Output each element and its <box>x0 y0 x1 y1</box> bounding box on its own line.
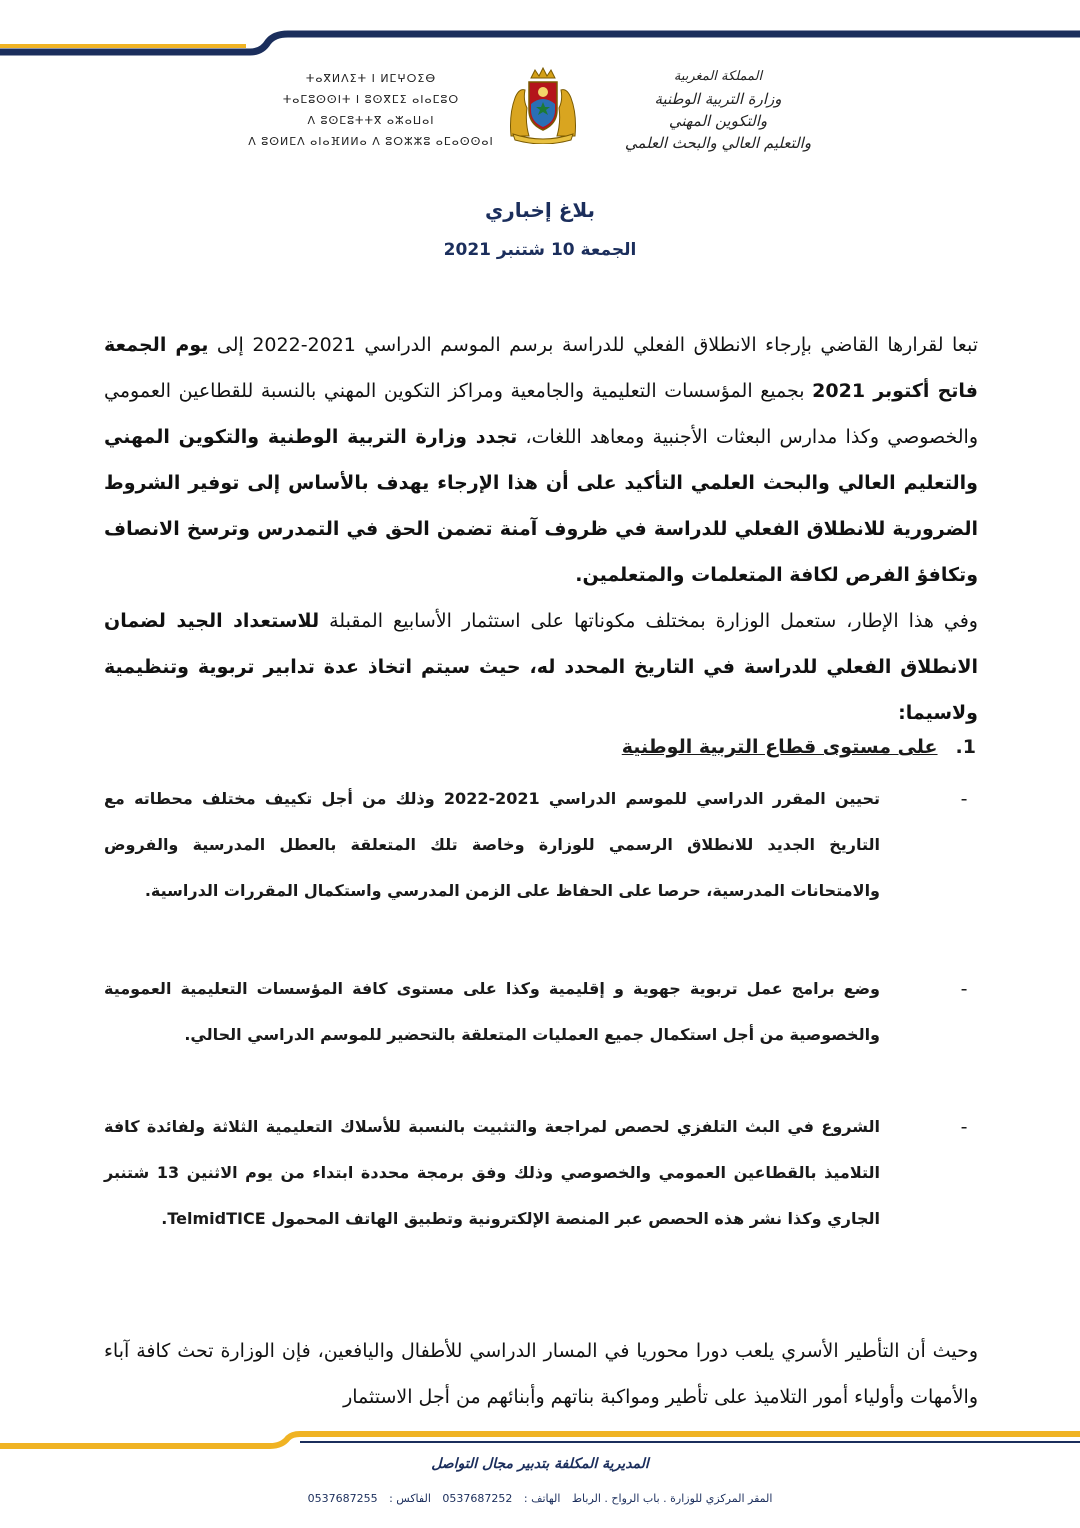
header-line: والتكوين المهني <box>668 112 768 130</box>
bullet-dash: - <box>960 788 968 810</box>
header-line: ⵜⴰⵎⵓⵙⵙⵏⵜ ⵏ ⵓⵙⴳⵎⵉ ⴰⵏⴰⵎⵓⵔ <box>282 93 460 106</box>
section-number: 1. <box>955 736 976 758</box>
text-run: تبعا لقرارها القاضي بإرجاء الانطلاق الفعلي للدراسة برسم الموسم الدراسي 2021-2022 إلى <box>208 334 978 356</box>
header-line: ⴷ ⵓⵙⵎⵓⵜⵜⴳ ⴰⵣⴰⵡⴰⵏ <box>307 114 435 127</box>
header-line: وزارة التربية الوطنية <box>654 90 782 108</box>
footer-fax-label: الفاكس : <box>389 1492 431 1505</box>
list-item-text: الشروع في البث التلفزي لحصص لمراجعة والتثبيت بالنسبة للأسلاك التعليمية الثلاثة ولفائدة كافة التلاميذ بالقطاعين العمومي والخصوصي وذلك وفق برمجة محددة ابتداء من يوم الاثنين 13 شتنبر الجاري وكذا نشر هذه الحصص عبر المنصة الإلكترونية وتطبيق الهاتف المحمول TelmidTICE. <box>104 1117 881 1228</box>
text-run: بجميع المؤسسات التعليمية والجامعية ومراكز التكوين المهني بالنسبة للقطاعين العمومي والخصوصي وكذا مدارس البعثات الأجنبية ومعاهد اللغات، <box>104 380 978 448</box>
text-run-bold: تجدد وزارة التربية الوطنية والتكوين المهني والتعليم العالي والبحث العلمي التأكيد على أن هذا الإرجاء يهدف بالأساس إلى توفير الشروط الضرورية للانطلاق الفعلي للدراسة في ظروف آمنة تضمن الحق في التمدرس وترسخ الانصاف وتكافؤ الفرص لكافة المتعلمات والمتعلمين. <box>104 426 978 586</box>
paragraph-family: وحيث أن التأطير الأسري يلعب دورا محوريا في المسار الدراسي للأطفال واليافعين، فإن الوزارة تحث كافة آباء والأمهات وأولياء أمور التلاميذ على تأطير ومواكبة بناتهم وأبنائهم من أجل الاستثمار <box>104 1340 978 1408</box>
footer-directorate: المديرية المكلفة بتدبير مجال التواصل <box>431 1456 649 1472</box>
bullet-dash: - <box>960 1116 968 1138</box>
footer-phone-label: الهاتف : <box>523 1492 561 1505</box>
section-heading <box>622 736 976 758</box>
footer-address-text: المقر المركزي للوزارة . باب الرواح . الرباط <box>571 1492 773 1505</box>
header-line: ⵜⴰⴳⵍⴷⵉⵜ ⵏ ⵍⵎⵖⵔⵉⴱ <box>305 72 437 85</box>
header-line: ⴷ ⵓⵙⵍⵎⴷ ⴰⵏⴰⴼⵍⵍⴰ ⴷ ⵓⵔⵣⵣⵓ ⴰⵎⴰⵙⵙⴰⵏ <box>248 135 494 148</box>
header-line: المملكة المغربية <box>673 69 763 84</box>
list-item-text: تحيين المقرر الدراسي للموسم الدراسي 2021-2022 وذلك من أجل تكييف مختلف محطاته مع التاريخ الجديد للانطلاق الرسمي للوزارة وخاصة تلك المتعلقة بالعطل المدرسية والفروض والامتحانات المدرسية، حرصا على الحفاظ على الزمن المدرسي واستكمال المقررات الدراسية. <box>104 789 881 900</box>
footer-address <box>290 1492 790 1505</box>
top-decorative-rule <box>0 0 1080 60</box>
footer-phone: 0537687252 <box>442 1492 513 1505</box>
paragraph-framework <box>104 598 978 736</box>
text-run-bold: يوم الجمعة فاتح أكتوبر 2021 <box>104 334 978 402</box>
text-run: وفي هذا الإطار، ستعمل الوزارة بمختلف مكوناتها على استثمار الأسابيع المقبلة <box>319 610 978 632</box>
ministry-name-arabic <box>588 66 848 154</box>
section-label: على مستوى قطاع التربية الوطنية <box>621 736 938 758</box>
list-item-text: وضع برامج عمل تربوية جهوية و إقليمية وكذا على مستوى كافة المؤسسات التعليمية العمومية والخصوصية من أجل استكمال جميع العمليات المتعلقة بالتحضير للموسم الدراسي الحالي. <box>104 979 880 1044</box>
footer-fax: 0537687255 <box>307 1492 378 1505</box>
text-run-bold: للاستعداد الجيد لضمان الانطلاق الفعلي للدراسة في التاريخ المحدد له، حيث سيتم اتخاذ عدة تدابير تربوية وتنظيمية ولاسيما: <box>104 610 978 724</box>
page-title: بلاغ إخباري <box>484 198 596 222</box>
ministry-name-tifinagh <box>236 68 506 152</box>
bullet-dash: - <box>960 978 968 1000</box>
header-line: والتعليم العالي والبحث العلمي <box>624 134 812 152</box>
footer-decorative-rule <box>0 1428 1080 1452</box>
communique-date: الجمعة 10 شتنبر 2021 <box>443 240 637 260</box>
coat-of-arms-icon <box>505 64 581 144</box>
paragraph-intro <box>104 322 978 598</box>
